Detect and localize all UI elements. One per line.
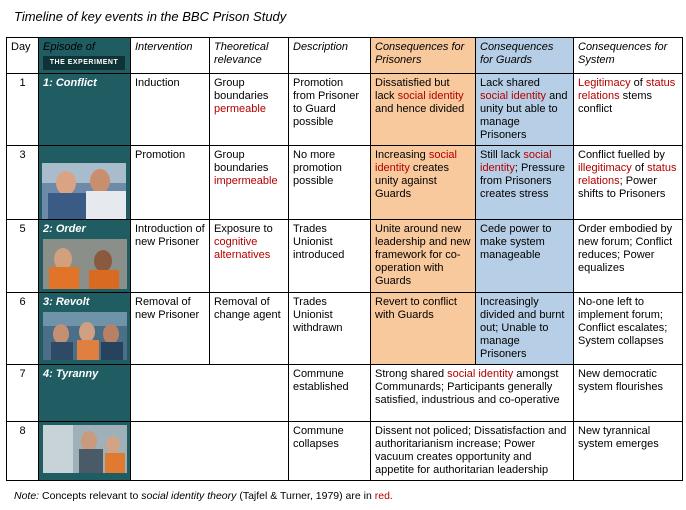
theory-text: Exposure to — [214, 223, 273, 235]
guards-cell: Increasingly divided and burnt out; Unable to manage Prisoners — [476, 293, 574, 365]
intervention-cell: Promotion — [131, 146, 210, 220]
empty-cell — [131, 365, 289, 422]
episode-still-image — [43, 239, 127, 289]
description-cell: Promotion from Prisoner to Guard possible — [289, 74, 371, 146]
intervention-cell: Removal of new Prisoner — [131, 293, 210, 365]
day-cell: 5 — [7, 220, 39, 293]
episode-still-image — [42, 163, 126, 219]
description-cell: Trades Unionist withdrawn — [289, 293, 371, 365]
episode-cell: 1: Conflict — [39, 74, 131, 146]
merged-consequences-cell: Dissent not policed; Dissatisfaction and authoritarianism increase; Power vacuum creates opportunity and appetite for authoritarian leadership — [371, 422, 574, 481]
prisoners-cell: Revert to conflict with Guards — [371, 293, 476, 365]
system-highlight: status relations — [578, 162, 677, 187]
system-text: stems conflict — [578, 90, 652, 115]
day-cell: 8 — [7, 422, 39, 481]
day-cell: 6 — [7, 293, 39, 365]
prisoners-text: creates unity against Guards — [375, 162, 449, 200]
timeline-table — [6, 37, 683, 481]
episode-cell — [39, 422, 131, 481]
header-episode — [39, 38, 131, 74]
system-cell — [574, 146, 683, 220]
guards-cell — [476, 74, 574, 146]
footnote-label: Note: — [14, 490, 40, 502]
theory-cell — [210, 146, 289, 220]
prisoners-highlight: social identity — [375, 149, 457, 174]
header-description: Description — [289, 38, 371, 74]
header-episode-label: Episode of — [43, 41, 95, 53]
system-cell: Order embodied by new forum; Conflict reduces; Power equalizes — [574, 220, 683, 293]
description-cell: Commune collapses — [289, 422, 371, 481]
system-cell: New democratic system flourishes — [574, 365, 683, 422]
guards-text: ; Pressure from Prisoners creates stress — [480, 162, 565, 200]
header-system: Consequences for System — [574, 38, 683, 74]
table-row — [7, 365, 683, 422]
the-experiment-logo: THE EXPERIMENT — [43, 56, 125, 70]
description-cell: Commune established — [289, 365, 371, 422]
episode-still-image — [43, 312, 127, 360]
system-highlight: Legitimacy — [578, 77, 631, 89]
prisoners-text: Increasing — [375, 149, 426, 161]
system-text: ; Power shifts to Prisoners — [578, 175, 666, 200]
header-prisoners: Consequences for Prisoners — [371, 38, 476, 74]
header-intervention: Intervention — [131, 38, 210, 74]
theory-cell: Removal of change agent — [210, 293, 289, 365]
empty-cell — [131, 422, 289, 481]
prisoners-highlight: social identity — [397, 90, 464, 102]
guards-highlight: social identity — [480, 90, 547, 102]
episode-cell — [39, 293, 131, 365]
footnote — [14, 490, 393, 502]
episode-cell — [39, 220, 131, 293]
table-row — [7, 422, 683, 481]
episode-still-image — [43, 425, 127, 473]
theory-highlight: impermeable — [214, 175, 278, 187]
table-row — [7, 220, 683, 293]
merged-consequences-cell — [371, 365, 574, 422]
theory-cell — [210, 74, 289, 146]
guards-text: Lack shared — [480, 77, 540, 89]
day-cell: 7 — [7, 365, 39, 422]
footnote-text: (Tajfel & Turner, 1979) are in — [239, 490, 372, 502]
episode-title: 2: Order — [43, 223, 86, 235]
theory-cell — [210, 220, 289, 293]
theory-highlight: cognitive alternatives — [214, 236, 271, 261]
intervention-cell: Introduction of new Prisoner — [131, 220, 210, 293]
merged-highlight: social identity — [447, 368, 514, 380]
system-text: of — [634, 162, 645, 174]
episode-cell — [39, 146, 131, 220]
table-row — [7, 74, 683, 146]
header-row — [7, 38, 683, 74]
guards-cell — [476, 146, 574, 220]
table-row — [7, 293, 683, 365]
system-text: Conflict fuelled by — [578, 149, 665, 161]
footnote-theory: social identity theory — [141, 490, 237, 502]
system-text: of — [633, 77, 643, 89]
day-cell: 1 — [7, 74, 39, 146]
prisoners-cell — [371, 146, 476, 220]
theory-text: Group boundaries — [214, 149, 269, 174]
system-highlight: illegitimacy — [578, 162, 632, 174]
theory-text: Group boundaries — [214, 77, 269, 102]
theory-highlight: permeable — [214, 103, 266, 115]
system-cell — [574, 74, 683, 146]
system-cell: New tyrannical system emerges — [574, 422, 683, 481]
guards-highlight: social identity — [480, 149, 552, 174]
prisoners-text: and hence divided — [375, 103, 465, 115]
intervention-cell: Induction — [131, 74, 210, 146]
table-row — [7, 146, 683, 220]
prisoners-cell: Unite around new leadership and new framework for co-operation with Guards — [371, 220, 476, 293]
description-cell: No more promotion possible — [289, 146, 371, 220]
footnote-text: Concepts relevant to — [42, 490, 139, 502]
header-theory: Theoretical relevance — [210, 38, 289, 74]
merged-text: amongst Communards; Participants generally satisfied, industrious and co-operative — [375, 368, 560, 406]
header-guards: Consequences for Guards — [476, 38, 574, 74]
prisoners-cell — [371, 74, 476, 146]
merged-text: Strong shared — [375, 368, 445, 380]
system-cell: No-one left to implement forum; Conflict escalates; System collapses — [574, 293, 683, 365]
header-day: Day — [7, 38, 39, 74]
system-highlight: status relations — [578, 77, 676, 102]
day-cell: 3 — [7, 146, 39, 220]
footnote-red: red. — [374, 490, 393, 502]
guards-text: and unity but able to manage Prisoners — [480, 90, 568, 141]
episode-cell: 4: Tyranny — [39, 365, 131, 422]
page-title: Timeline of key events in the BBC Prison Study — [14, 9, 287, 24]
guards-text: Still lack — [480, 149, 521, 161]
description-cell: Trades Unionist introduced — [289, 220, 371, 293]
prisoners-text: Dissatisfied but lack — [375, 77, 450, 102]
guards-cell: Cede power to make system manageable — [476, 220, 574, 293]
episode-title: 3: Revolt — [43, 296, 90, 308]
